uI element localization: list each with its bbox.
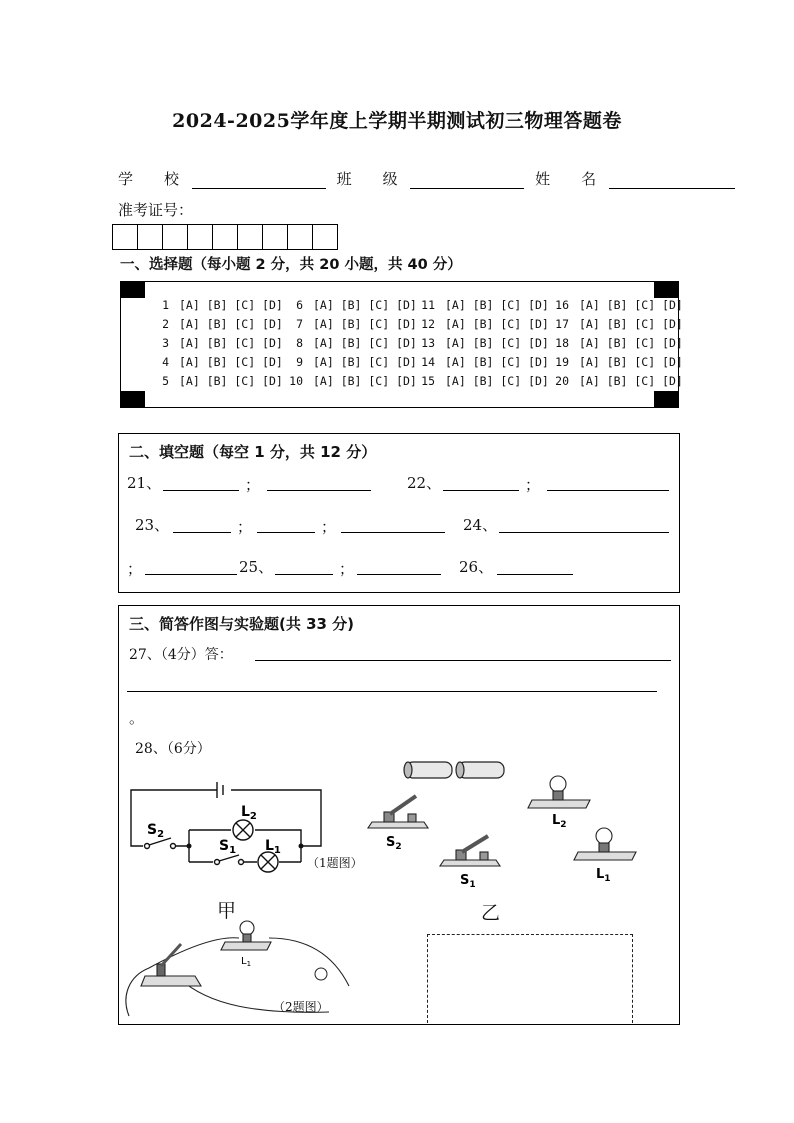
l1-device-label: $L_1$ (596, 867, 611, 884)
exam-id-cell[interactable] (188, 225, 213, 249)
mc-question-number: 9 (296, 355, 303, 369)
switch-photo (141, 944, 201, 986)
s1-device-label: $S_1$ (460, 873, 476, 890)
mc-question-item (147, 355, 283, 369)
section3-title: 三、简答作图与实验题(共 33 分) (129, 615, 355, 633)
mc-answer-options[interactable]: [A] [B] [C] [D] (313, 317, 417, 331)
mc-question-item (547, 374, 683, 388)
fig1-caption: （1题图） (307, 856, 363, 870)
class-field[interactable] (410, 172, 524, 189)
mc-answer-options[interactable]: [A] [B] [C] [D] (445, 374, 549, 388)
mc-question-number: 14 (421, 355, 435, 369)
s2-contact (145, 844, 150, 849)
q25-blank-1[interactable] (275, 574, 333, 575)
mc-answer-options[interactable]: [A] [B] [C] [D] (445, 298, 549, 312)
mc-question-number: 20 (555, 374, 569, 388)
short-answer-box (118, 605, 680, 1025)
mc-question-number: 18 (555, 336, 569, 350)
exam-id-label: 准考证号： (118, 201, 194, 219)
components-diagram-yi (364, 756, 664, 896)
mc-answer-options[interactable]: [A] [B] [C] [D] (179, 374, 283, 388)
mc-question-number: 19 (555, 355, 569, 369)
mc-question-item (413, 317, 549, 331)
q24-label: 24、 (463, 516, 498, 534)
q23-blank-3[interactable] (341, 532, 445, 533)
fill-blank-box (118, 433, 680, 593)
mc-answer-options[interactable]: [A] [B] [C] [D] (179, 317, 283, 331)
fig2-caption: （2题图） (273, 1000, 329, 1014)
lamp-l1-device (574, 828, 636, 860)
mc-question-number: 3 (162, 336, 169, 350)
name-field[interactable] (609, 172, 735, 189)
school-field[interactable] (192, 172, 326, 189)
mc-answer-options[interactable]: [A] [B] [C] [D] (579, 374, 683, 388)
q25-blank-2[interactable] (357, 574, 441, 575)
mc-question-number: 15 (421, 374, 435, 388)
mc-question-number: 2 (162, 317, 169, 331)
exam-id-cell[interactable] (163, 225, 188, 249)
separator: ； (525, 476, 541, 494)
section2-title: 二、填空题（每空 1 分，共 12 分） (129, 443, 377, 461)
separator: ； (237, 518, 253, 536)
exam-id-cell[interactable] (313, 225, 337, 249)
q24-blank-1[interactable] (499, 532, 669, 533)
circuit-wires (131, 782, 321, 872)
separator: ； (245, 476, 261, 494)
mc-question-item (413, 336, 549, 350)
class-label: 班 级 (336, 170, 406, 188)
mc-answer-options[interactable]: [A] [B] [C] [D] (313, 298, 417, 312)
separator: ； (127, 560, 143, 578)
l1-photo-label: $L_1$ (241, 956, 252, 968)
mc-question-number: 6 (296, 298, 303, 312)
mc-question-item (413, 374, 549, 388)
mc-answer-options[interactable]: [A] [B] [C] [D] (179, 355, 283, 369)
mc-question-item (147, 336, 283, 350)
mc-answer-options[interactable]: [A] [B] [C] [D] (579, 355, 683, 369)
corner-mark (121, 282, 145, 298)
mc-question-item (281, 355, 417, 369)
q23-label: 23、 (135, 516, 170, 534)
q21-label: 21、 (127, 474, 162, 492)
s2-label: $S_2$ (147, 822, 165, 840)
mc-answer-options[interactable]: [A] [B] [C] [D] (579, 317, 683, 331)
page-title: 2024-2025学年度上学期半期测试初三物理答题卷 (172, 110, 622, 132)
bulb-photo (315, 968, 327, 980)
mc-question-item (413, 298, 549, 312)
school-row (118, 168, 735, 189)
corner-mark (654, 282, 678, 298)
mc-question-number: 17 (555, 317, 569, 331)
s1-label: $S_1$ (219, 838, 237, 856)
drawing-answer-area[interactable] (427, 934, 633, 1023)
exam-id-cell[interactable] (138, 225, 163, 249)
q23-blank-2[interactable] (257, 532, 315, 533)
mc-answer-options[interactable]: [A] [B] [C] [D] (179, 336, 283, 350)
mc-answer-box (120, 281, 683, 408)
section1-title: 一、选择题（每小题 2 分，共 20 小题，共 40 分） (120, 257, 462, 273)
mc-question-item (547, 336, 683, 350)
corner-mark (654, 391, 678, 407)
mc-question-item (281, 374, 417, 388)
mc-question-item (281, 336, 417, 350)
q23-blank-1[interactable] (173, 532, 231, 533)
mc-question-number: 8 (296, 336, 303, 350)
mc-question-number: 4 (162, 355, 169, 369)
school-label: 学 校 (118, 170, 188, 188)
period: 。 (129, 709, 145, 727)
q26-label: 26、 (459, 558, 494, 576)
exam-id-grid[interactable] (112, 224, 338, 250)
lamp-photo (221, 921, 271, 950)
mc-answer-options[interactable]: [A] [B] [C] [D] (445, 336, 549, 350)
q27-answer-line-1[interactable] (255, 660, 671, 661)
mc-answer-options[interactable]: [A] [B] [C] [D] (313, 374, 417, 388)
exam-id-cell[interactable] (213, 225, 238, 249)
l2-label: $L_2$ (241, 804, 257, 822)
mc-question-number: 1 (162, 298, 169, 312)
exam-id-cell[interactable] (288, 225, 313, 249)
q24-blank-2[interactable] (145, 574, 237, 575)
q22-blank-1[interactable] (443, 490, 519, 491)
mc-answer-options[interactable]: [A] [B] [C] [D] (579, 336, 683, 350)
mc-answer-options[interactable]: [A] [B] [C] [D] (313, 336, 417, 350)
mc-question-item (547, 317, 683, 331)
q22-blank-2[interactable] (547, 490, 669, 491)
q26-blank-1[interactable] (497, 574, 573, 575)
exam-id-cell[interactable] (113, 225, 138, 249)
exam-id-cell[interactable] (238, 225, 263, 249)
mc-answer-options[interactable]: [A] [B] [C] [D] (579, 298, 683, 312)
mc-question-number: 11 (421, 298, 435, 312)
s2-device-label: $S_2$ (386, 835, 402, 852)
mc-question-item (547, 298, 683, 312)
q25-label: 25、 (239, 558, 274, 576)
q22-label: 22、 (407, 474, 442, 492)
mc-answer-options[interactable]: [A] [B] [C] [D] (445, 355, 549, 369)
battery-pair (404, 762, 504, 778)
label-jia: 甲 (217, 900, 237, 922)
mc-question-number: 12 (421, 317, 435, 331)
switch-s1-device (440, 836, 500, 866)
exam-id-cell[interactable] (263, 225, 288, 249)
mc-question-item (413, 355, 549, 369)
lamp-l2-device (528, 776, 590, 808)
q27-answer-line-2[interactable] (127, 691, 657, 692)
l1-label: $L_1$ (265, 838, 281, 856)
mc-question-number: 13 (421, 336, 435, 350)
q21-blank-2[interactable] (267, 490, 371, 491)
mc-question-item (147, 317, 283, 331)
mc-answer-options[interactable]: [A] [B] [C] [D] (179, 298, 283, 312)
mc-question-item (281, 298, 417, 312)
mc-question-item (281, 317, 417, 331)
separator: ； (321, 518, 337, 536)
l2-device-label: $L_2$ (552, 813, 567, 830)
mc-question-number: 10 (289, 374, 303, 388)
q21-blank-1[interactable] (163, 490, 239, 491)
mc-answer-options[interactable]: [A] [B] [C] [D] (313, 355, 417, 369)
q28-label: 28、（6分） (135, 741, 211, 757)
corner-mark (121, 391, 145, 407)
mc-question-number: 16 (555, 298, 569, 312)
mc-answer-options[interactable]: [A] [B] [C] [D] (445, 317, 549, 331)
switch-s2-device (368, 796, 428, 828)
mc-question-item (147, 298, 283, 312)
separator: ； (339, 560, 355, 578)
mc-question-item (147, 374, 283, 388)
label-yi: 乙 (481, 902, 501, 924)
mc-question-item (547, 355, 683, 369)
mc-question-number: 5 (162, 374, 169, 388)
name-label: 姓 名 (535, 170, 605, 188)
mc-question-number: 7 (296, 317, 303, 331)
q27-label: 27、（4分）答： (129, 647, 233, 663)
